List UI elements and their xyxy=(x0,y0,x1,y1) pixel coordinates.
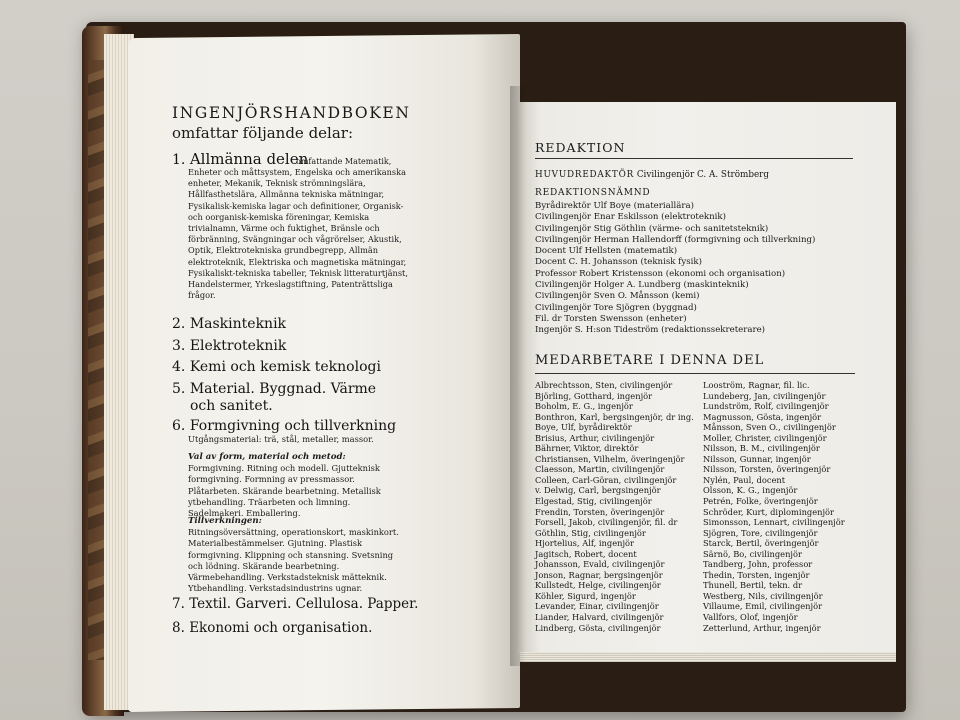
list-item: Colleen, Carl-Göran, civilingenjör xyxy=(535,474,677,485)
section6-sub1 xyxy=(188,452,404,519)
list-item: Boye, Ulf, byrådirektör xyxy=(535,422,632,433)
list-item: Professor Robert Kristensson (ekonomi och organisation) xyxy=(535,268,786,279)
list-item: Schröder, Kurt, diplomingenjör xyxy=(703,506,835,517)
list-item: Byrådirektör Ulf Boye (materiallära) xyxy=(535,201,694,211)
list-item: Magnusson, Gösta, ingenjör xyxy=(703,411,822,422)
list-item: Björling, Gotthard, ingenjör xyxy=(535,390,653,401)
list-item: Thedin, Torsten, ingenjör xyxy=(703,569,810,580)
list-item: Civilingenjör Herman Hallendorff (formgivning och tillverkning) xyxy=(535,234,816,245)
right-page-edge xyxy=(520,652,896,662)
redaktionsnamnd-heading: REDAKTIONSNÄMND xyxy=(535,188,651,198)
list-item: Jagitsch, Robert, docent xyxy=(535,548,637,559)
list-item: Nylén, Paul, docent xyxy=(703,474,786,485)
list-item: Nilsson, B. M., civilingenjör xyxy=(703,443,820,454)
huvudredaktor-name: Civilingenjör C. A. Strömberg xyxy=(636,170,770,180)
list-item: v. Delwig, Carl, bergsingenjör xyxy=(535,485,661,496)
list-item: Forsell, Jakob, civilingenjör, fil. dr xyxy=(535,517,678,528)
list-item: Civilingenjör Enar Eskilsson (elektroteknik) xyxy=(535,212,726,223)
item-6: 6. Formgivning och tillverkning xyxy=(172,418,397,434)
list-item: Liander, Halvard, civilingenjör xyxy=(535,612,664,623)
medarbetare-rule xyxy=(535,373,855,374)
list-item: Kullstedt, Helge, civilingenjör xyxy=(535,580,661,591)
list-item: Bährner, Viktor, direktör xyxy=(535,443,639,454)
item-8: 8. Ekonomi och organisation. xyxy=(172,620,373,636)
list-item: Civilingenjör Stig Göthlin (värme- och sanitetsteknik) xyxy=(535,223,769,234)
list-item: Fil. dr Torsten Swensson (enheter) xyxy=(535,313,687,324)
list-item: Albrechtsson, Sten, civilingenjör xyxy=(535,380,673,390)
list-item: Simonsson, Lennart, civilingenjör xyxy=(703,517,845,528)
list-item: Månsson, Sven O., civilingenjör xyxy=(703,422,836,433)
list-item: Moller, Christer, civilingenjör xyxy=(703,432,827,443)
item-6-description: Utgångsmaterial: trä, stål, metaller, massor. xyxy=(188,434,374,444)
redaktion-heading: REDAKTION xyxy=(535,140,626,155)
list-item: Nilsson, Gunnar, ingenjör xyxy=(703,453,811,464)
list-item: Lundeberg, Jan, civilingenjör xyxy=(703,390,826,401)
item-4: 4. Kemi och kemisk teknologi xyxy=(172,359,381,375)
list-item: Frendin, Torsten, överingenjör xyxy=(535,506,665,517)
list-item: Christiansen, Vilhelm, överingenjör xyxy=(535,453,685,464)
section6-sub1-heading: Val av form, material och metod: xyxy=(188,452,346,462)
list-item: Claesson, Martin, civilingenjör xyxy=(535,464,665,475)
list-item: Thunell, Bertil, tekn. dr xyxy=(703,580,803,591)
contributors-left-column xyxy=(535,380,694,633)
redaktion-rule xyxy=(535,158,853,159)
item-7: 7. Textil. Garveri. Cellulosa. Papper. xyxy=(172,596,419,612)
list-item: Vallfors, Olof, ingenjör xyxy=(703,612,798,623)
list-item: Villaume, Emil, civilingenjör xyxy=(703,601,823,612)
list-item: Nilsson, Torsten, överingenjör xyxy=(703,464,831,475)
contributors-right-column xyxy=(703,380,845,633)
medarbetare-heading: MEDARBETARE I DENNA DEL xyxy=(535,353,765,368)
list-item: Civilingenjör Tore Sjögren (byggnad) xyxy=(535,302,697,313)
list-item: Starck, Bertil, överingenjör xyxy=(703,538,819,549)
item-3: 3. Elektroteknik xyxy=(172,338,287,354)
list-item: Olsson, K. G., ingenjör xyxy=(703,485,798,496)
list-item: Lundström, Rolf, civilingenjör xyxy=(703,401,829,412)
list-item: Särnö, Bo, civilingenjör xyxy=(703,548,802,559)
list-item: Docent C. H. Johansson (teknisk fysik) xyxy=(535,257,702,268)
list-item: Docent Ulf Hellsten (matematik) xyxy=(535,246,678,257)
list-item: Petrén, Folke, överingenjör xyxy=(703,496,818,507)
list-item: Bonthron, Karl, bergsingenjör, dr ing. xyxy=(535,411,694,422)
list-item: Boholm, E. G., ingenjör xyxy=(535,401,633,412)
item-1 xyxy=(172,150,308,168)
list-item: Civilingenjör Holger A. Lundberg (maskinteknik) xyxy=(535,280,749,291)
item-5: 5. Material. Byggnad. Värme xyxy=(172,381,377,397)
section6-sub2 xyxy=(188,516,404,594)
list-item: Köhler, Sigurd, ingenjör xyxy=(535,590,636,601)
item-number: 1. xyxy=(172,152,186,168)
list-item: Ingenjör S. H:son Tideström (redaktionssekreterare) xyxy=(535,325,766,336)
section6-sub1-text: Formgivning. Ritning och modell. Gjutteknisk formgivning. Formning av pressmassor. Plåtarbeten. Skärande bearbetning. Metallisk ytbehandling. Träarbeten och limning. Sadelmakeri. Emballering. xyxy=(188,463,381,519)
list-item: Westberg, Nils, civilingenjör xyxy=(703,590,823,601)
list-item: Levander, Einar, civilingenjör xyxy=(535,601,659,612)
item-title: Allmänna delen xyxy=(189,150,309,168)
list-item: Civilingenjör Sven O. Månsson (kemi) xyxy=(535,291,700,302)
item-5-line2: och sanitet. xyxy=(190,398,273,414)
list-item: Tandberg, John, professor xyxy=(703,559,813,570)
list-item: Hjortelius, Alf, ingenjör xyxy=(535,538,634,549)
list-item: Johansson, Evald, civilingenjör xyxy=(535,559,665,570)
item-1-description: Enheter och måttsystem, Engelska och amerikanska enheter, Mekanik, Teknisk strömningslära, Hållfasthetslära, Allmänna tekniska mätningar, Fysikalisk-kemiska lagar och definitioner, Organisk- och oorganisk-kemiska föreningar, Kemiska trivialnamn, Värme och fuktighet, Bränsle och förbränning, Svängningar och vågrörelser, Akustik, Optik, Elektrotekniska grundbegrepp, Allmän elektroteknik, Elektriska och magnetiska mätningar, Fysikaliskt-tekniska tabeller, Teknisk litteraturtjänst, Handelstermer, Yrkeslagstiftning, Patenträttsliga frågor. xyxy=(188,167,408,301)
left-page-title: INGENJÖRSHANDBOKEN xyxy=(172,104,411,122)
book-gutter xyxy=(510,86,526,666)
section6-sub2-text: Ritningsöversättning, operationskort, maskinkort. Materialbestämmelser. Gjutning. Plastisk formgivning. Klippning och stansning. Svetsning och lödning. Skärande bearbetning. Värmebehandling. Verkstadsteknisk mätteknik. Ytbehandling. Verkstadsindustrins ugnar. xyxy=(188,527,399,594)
list-item: Jonson, Ragnar, bergsingenjör xyxy=(535,569,663,580)
item-1-desc-lead: omfattande Matematik, xyxy=(296,157,392,166)
item-2: 2. Maskinteknik xyxy=(172,316,287,332)
list-item: Lindberg, Gösta, civilingenjör xyxy=(535,622,661,633)
list-item: Zetterlund, Arthur, ingenjör xyxy=(703,622,821,633)
list-item: Sjögren, Tore, civilingenjör xyxy=(703,527,818,538)
list-item: Looström, Ragnar, fil. lic. xyxy=(703,380,810,390)
committee-list xyxy=(535,201,815,337)
left-page-subtitle: omfattar följande delar: xyxy=(172,124,354,142)
section6-sub2-heading: Tillverkningen: xyxy=(188,516,262,526)
list-item: Brisius, Arthur, civilingenjör xyxy=(535,432,655,443)
list-item: Göthlin, Stig, civilingenjör xyxy=(535,527,646,538)
list-item: Elgestad, Stig, civilingenjör xyxy=(535,496,652,507)
huvudredaktor-label: HUVUDREDAKTÖR xyxy=(535,170,635,180)
huvudredaktor-line xyxy=(535,170,769,180)
